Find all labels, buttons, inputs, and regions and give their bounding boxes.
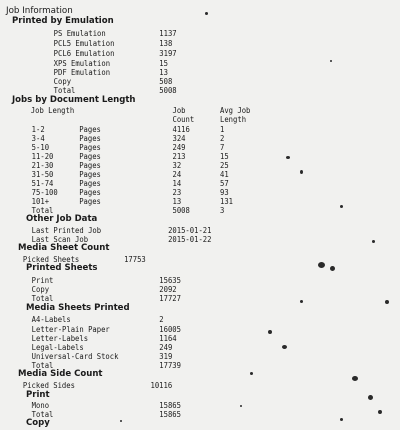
row-label: Copy xyxy=(53,76,72,86)
row-avg: 57 xyxy=(220,178,229,188)
row-label: Last Scan Job xyxy=(31,234,89,244)
row-label: Picked Sides xyxy=(22,380,75,390)
row-avg: 41 xyxy=(220,169,229,179)
row-unit: Pages xyxy=(79,196,101,206)
copy-heading: Copy xyxy=(26,418,50,428)
row-label: Print xyxy=(31,275,54,285)
row-label: PS Emulation xyxy=(53,28,106,38)
row-label: PCL6 Emulation xyxy=(53,48,115,58)
row-count: 213 xyxy=(172,151,186,161)
row-avg: 7 xyxy=(220,142,225,152)
row-avg: 1 xyxy=(220,124,225,134)
row-unit: Pages xyxy=(79,133,101,143)
row-avg: 3 xyxy=(220,205,225,215)
row-value: 17739 xyxy=(159,360,181,370)
row-label: XPS Emulation xyxy=(53,58,111,68)
row-unit: Pages xyxy=(79,178,101,188)
row-avg: 25 xyxy=(220,160,229,170)
row-label: Total xyxy=(53,85,76,95)
row-count: 24 xyxy=(172,169,182,179)
row-label: Picked Sheets xyxy=(22,254,80,264)
row-count: 324 xyxy=(172,133,186,143)
row-value: 2015-01-22 xyxy=(168,234,212,244)
row-unit: Pages xyxy=(79,169,101,179)
side-count-heading: Media Side Count xyxy=(18,369,103,379)
row-value: 1164 xyxy=(159,333,177,343)
row-label: A4-Labels xyxy=(31,314,71,324)
row-value: 508 xyxy=(159,76,173,86)
row-label: Total xyxy=(31,293,54,303)
row-label: Last Printed Job xyxy=(31,225,102,235)
col-job-count-2: Count xyxy=(172,114,195,124)
row-unit: Pages xyxy=(79,160,101,170)
row-avg: 15 xyxy=(220,151,229,161)
col-avg-2: Length xyxy=(220,114,247,124)
row-range: 11-20 xyxy=(31,151,54,161)
row-value: 2092 xyxy=(159,284,177,294)
row-value: 1137 xyxy=(159,28,177,38)
row-unit: Pages xyxy=(79,142,101,152)
row-value: 13 xyxy=(159,67,168,77)
row-avg: 93 xyxy=(220,187,229,197)
row-avg: 2 xyxy=(220,133,225,143)
row-label: Total xyxy=(31,360,54,370)
row-count: 249 xyxy=(172,142,186,152)
row-label: PCL5 Emulation xyxy=(53,38,115,48)
row-unit: Pages xyxy=(79,124,101,134)
row-value: 17727 xyxy=(159,293,181,303)
row-value: 15635 xyxy=(159,275,181,285)
print-heading: Print xyxy=(26,390,50,400)
row-count: 14 xyxy=(172,178,182,188)
row-count: 23 xyxy=(172,187,182,197)
row-range: 51-74 xyxy=(31,178,54,188)
row-count: 5008 xyxy=(172,205,190,215)
row-value: 319 xyxy=(159,351,173,361)
row-range: 1-2 xyxy=(31,124,45,134)
row-value: 15865 xyxy=(159,400,181,410)
row-label: Mono xyxy=(31,400,50,410)
report-title: Job Information xyxy=(6,5,73,16)
row-value: 16005 xyxy=(159,324,181,334)
row-value: 249 xyxy=(159,342,173,352)
row-value: 2015-01-21 xyxy=(168,225,212,235)
row-count: 32 xyxy=(172,160,182,170)
row-count: 13 xyxy=(172,196,182,206)
row-label: Total xyxy=(31,205,54,215)
other-heading: Other Job Data xyxy=(26,214,98,224)
row-label: Letter-Labels xyxy=(31,333,89,343)
row-label: Total xyxy=(31,409,54,419)
media-count-heading: Media Sheet Count xyxy=(18,243,110,253)
media-printed-heading: Media Sheets Printed xyxy=(26,303,130,313)
row-count: 4116 xyxy=(172,124,190,134)
row-unit: Pages xyxy=(79,151,101,161)
row-range: 101+ xyxy=(31,196,50,206)
doc-length-heading: Jobs by Document Length xyxy=(12,95,136,105)
row-range: 5-10 xyxy=(31,142,50,152)
printed-sheets-heading: Printed Sheets xyxy=(26,263,98,273)
row-label: Copy xyxy=(31,284,50,294)
row-range: 3-4 xyxy=(31,133,45,143)
row-value: 15865 xyxy=(159,409,181,419)
emulation-heading: Printed by Emulation xyxy=(12,16,114,26)
row-label: Universal-Card Stock xyxy=(31,351,119,361)
row-value: 138 xyxy=(159,38,173,48)
row-label: Letter-Plain Paper xyxy=(31,324,110,334)
col-job-length: Job Length xyxy=(30,105,75,115)
row-value: 3197 xyxy=(159,48,177,58)
row-label: Legal-Labels xyxy=(31,342,84,352)
row-range: 31-50 xyxy=(31,169,54,179)
row-label: PDF Emulation xyxy=(53,67,111,77)
row-range: 21-30 xyxy=(31,160,54,170)
row-value: 15 xyxy=(159,58,168,68)
col-job-count-1: Job xyxy=(172,105,186,115)
row-avg: 131 xyxy=(220,196,234,206)
row-value: 5008 xyxy=(159,85,177,95)
row-value: 2 xyxy=(159,314,164,324)
row-value: 17753 xyxy=(124,254,146,264)
col-avg-1: Avg Job xyxy=(220,105,251,115)
row-value: 10116 xyxy=(150,380,173,390)
row-unit: Pages xyxy=(79,187,101,197)
row-range: 75-100 xyxy=(31,187,58,197)
